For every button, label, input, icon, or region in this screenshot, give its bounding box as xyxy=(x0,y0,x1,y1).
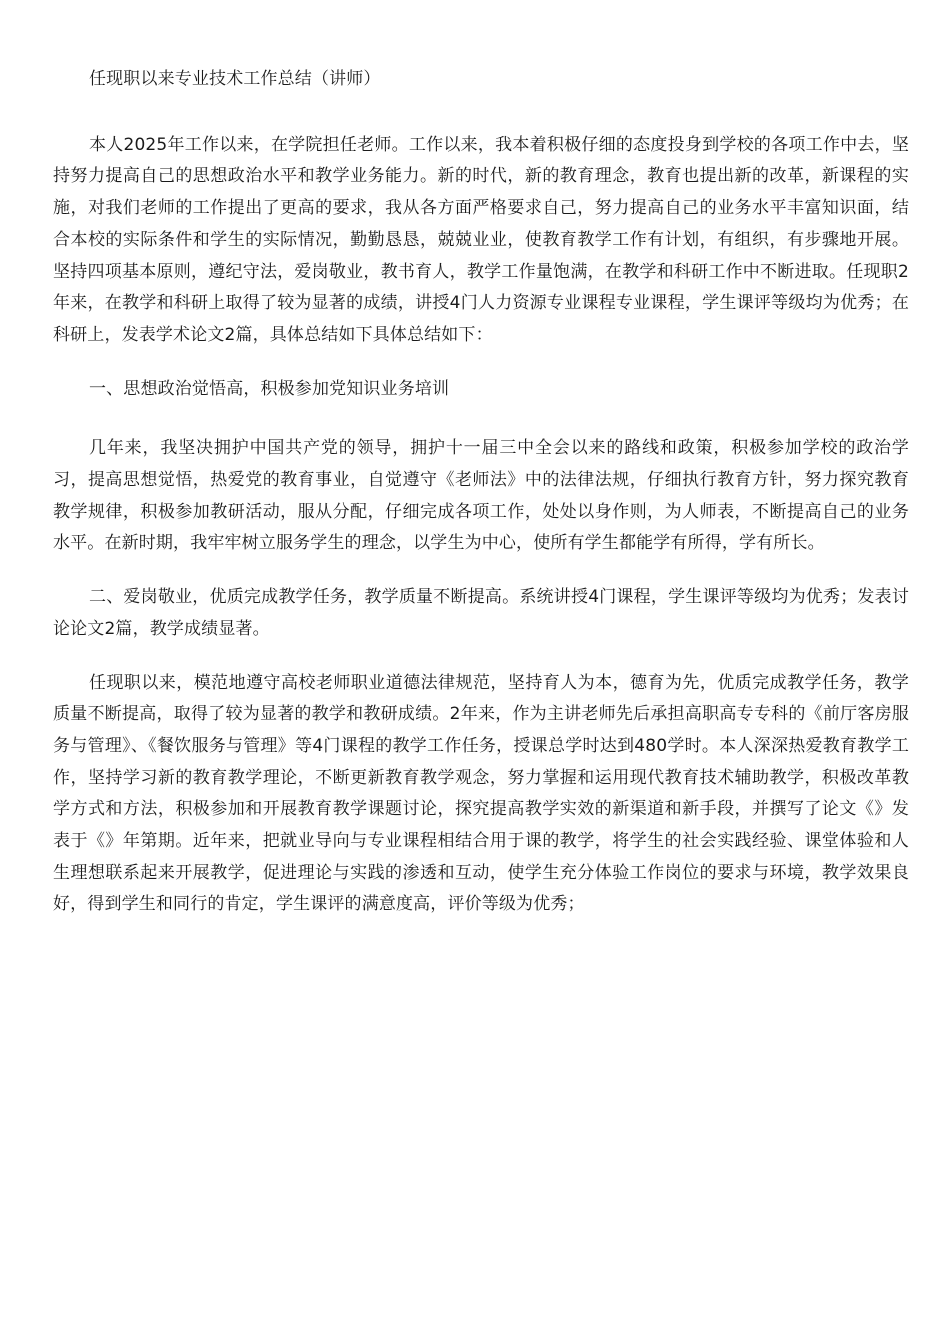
paragraph-political: 几年来，我坚决拥护中国共产党的领导，拥护十一届三中全会以来的路线和政策，积极参加学校的政治学习，提高思想觉悟，热爱党的教育事业，自觉遵守《老师法》中的法律法规，仔细执行教育方针，努力探究教育教学规律，积极参加教研活动，服从分配，仔细完成各项工作，处处以身作则，为人师表，不断提高自己的业务水平。在新时期，我牢牢树立服务学生的理念，以学生为中心，使所有学生都能学有所得，学有所长。 xyxy=(53,438,909,554)
section-heading-2: 二、爱岗敬业，优质完成教学任务，教学质量不断提高。系统讲授4门课程，学生课评等级均为优秀；发表讨论论文2篇，教学成绩显著。 xyxy=(53,587,909,639)
paragraph-intro: 本人2025年工作以来，在学院担任老师。工作以来，我本着积极仔细的态度投身到学校的各项工作中去，坚持努力提高自己的思想政治水平和教学业务能力。新的时代，新的教育理念，教育也提出新的改革，新课程的实施，对我们老师的工作提出了更高的要求，我从各方面严格要求自己，努力提高自己的业务水平丰富知识面，结合本校的实际条件和学生的实际情况，勤勤恳恳，兢兢业业，使教育教学工作有计划，有组织，有步骤地开展。坚持四项基本原则，遵纪守法，爱岗敬业，教书育人，教学工作量饱满，在教学和科研工作中不断进取。任现职2年来，在教学和科研上取得了较为显著的成绩，讲授4门人力资源专业课程专业课程，学生课评等级均为优秀；在科研上，发表学术论文2篇，具体总结如下具体总结如下： xyxy=(53,134,909,345)
paragraph-teaching: 任现职以来，模范地遵守高校老师职业道德法律规范，坚持育人为本，德育为先，优质完成教学任务，教学质量不断提高，取得了较为显著的教学和教研成绩。2年来，作为主讲老师先后承担高职高专专科的《前厅客房服务与管理》、《餐饮服务与管理》等4门课程的教学工作任务，授课总学时达到480学时。本人深深热爱教育教学工作，坚持学习新的教育教学理论，不断更新教育教学观念，努力掌握和运用现代教育技术辅助教学，积极改革教学方式和方法，积极参加和开展教育教学课题讨论，探究提高教学实效的新渠道和新手段，并撰写了论文《》发表于《》年第期。近年来，把就业导向与专业课程相结合用于课的教学，将学生的社会实践经验、课堂体验和人生理想联系起来开展教学，促进理论与实践的渗透和互动，使学生充分体验工作岗位的要求与环境，教学效果良好，得到学生和同行的肯定，学生课评的满意度高，评价等级为优秀； xyxy=(53,672,909,915)
document-page xyxy=(53,64,909,943)
document-title: 任现职以来专业技术工作总结（讲师） xyxy=(89,69,381,89)
section-heading-1: 一、思想政治觉悟高，积极参加党知识业务培训 xyxy=(89,378,450,399)
